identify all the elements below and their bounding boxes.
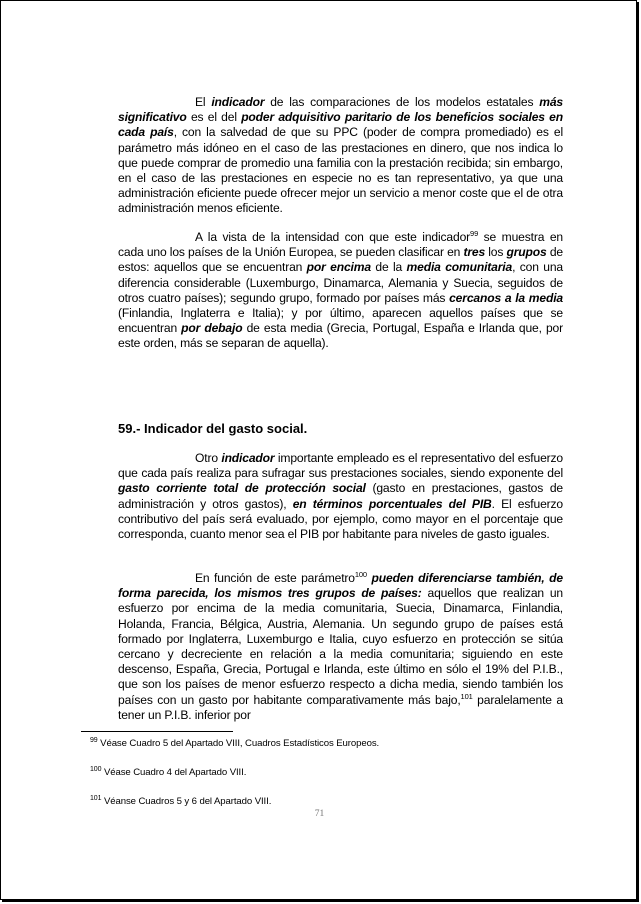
footnote-99: $^{99}$ Véase Cuadro 5 del Apartado VIII, Cuadros Estadísticos Europeos.	[90, 736, 380, 749]
page-number: 71	[314, 809, 325, 819]
paragraph-indicator-comparisons: El indicador de las comparaciones de los modelos estatales más significativo es el del poder adquisitivo paritario de los beneficios sociales en cada país, con la salvedad de que su PPC (poder de compra promediado) es el parámetro más idóneo en el caso de las prestaciones en dinero, que nos indica lo que puede comprar de promedio una familia con la prestación recibida; sin embargo, en el caso de las prestaciones en especie no es tan representativo, ya que una administración eficiente puede ofrecer mejor un servicio a menor coste que el de otra administración menos eficiente.	[118, 95, 564, 216]
paragraph-three-groups: En función de este parámetro$^{100}$ pueden diferenciarse también, de forma parecida, los mismos tres grupos de países: aquellos que realizan un esfuerzo por encima de la media comunitaria, Suecia, Dinamarca, Finlandia, Holanda, Francia, Bélgica, Austria, Alemania. Un segundo grupo de países está formado por Inglaterra, Luxemburgo e Italia, cuyo esfuerzo en protección se sitúa cercano y decreciente en relación a la media comunitaria; siguiendo en este descenso, España, Grecia, Portugal e Irlanda, este último en sólo el 19% del P.I.B., que son los países de menor esfuerzo respecto a dicha media, siendo también los países con un gasto por habitante comparativamente más bajo,$^{101}$ paralelamente a tener un P.I.B. inferior por	[118, 569, 563, 722]
footnote-ref-100[interactable]: 100	[354, 569, 367, 579]
footnote-101: $^{101}$ Véanse Cuadros 5 y 6 del Apartado VIII.	[90, 794, 272, 807]
paragraph-country-groups: A la vista de la intensidad con que este indicador$^{99}$ se muestra en cada uno los países de la Unión Europea, se pueden clasificar en tres los grupos de estos: aquellos que se encuentran por encima de la media comunitaria, con una diferencia considerable (Luxemburgo, Dinamarca, Alemania y Suecia, seguidos de otros cuatro países); segundo grupo, formado por países más cercanos a la media (Finlandia, Inglaterra e Italia); y por último, aparecen aquellos países que se encuentran por debajo de esta media (Grecia, Portugal, España e Irlanda que, por este orden, más se separan de aquella).	[118, 228, 563, 351]
section-heading: 59.- Indicador del gasto social.	[118, 421, 308, 436]
paragraph-social-spending: Otro indicador importante empleado es el representativo del esfuerzo que cada país realiza para sufragar sus prestaciones sociales, siendo exponente del gasto corriente total de protección social (gasto en prestaciones, gastos de administración y otros gastos), en términos porcentuales del PIB. El esfuerzo contributivo del país será evaluado, por ejemplo, como mayor en el porcentaje que corresponda, cuanto menor sea el PIB por habitante para niveles de gasto iguales.	[118, 451, 563, 542]
footnote-separator	[81, 731, 233, 732]
footnote-ref-101[interactable]: 101	[460, 691, 473, 701]
footnote-100: $^{100}$ Véase Cuadro 4 del Apartado VIII.	[90, 765, 247, 778]
footnote-ref-99[interactable]: 99	[470, 228, 479, 238]
